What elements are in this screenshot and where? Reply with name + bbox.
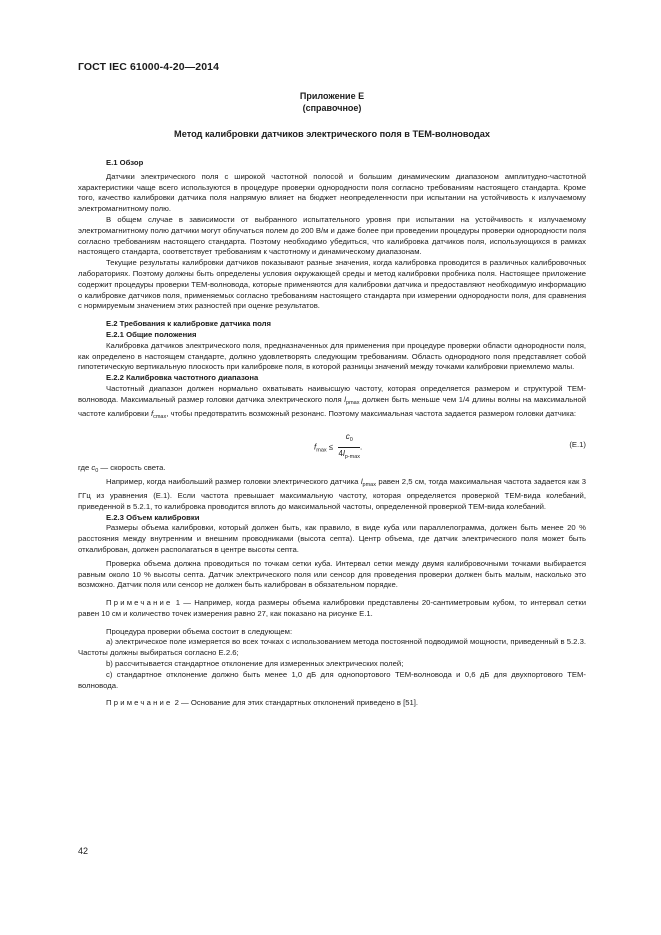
section-heading-e1: Е.1 Обзор (106, 158, 144, 167)
annex-type: (справочное) (302, 103, 362, 113)
formula-expression: $f_{max}$ ≤ $\frac{c_0}{4l_{p-max}}$ . (314, 432, 362, 463)
document-id: ГОСТ IEC 61000-4-20—2014 (78, 61, 220, 73)
page-number: 42 (78, 846, 89, 856)
subsection-heading-e2-2: Е.2.2 Калибровка частотного диапазона (106, 373, 259, 383)
paragraph: Текущие результаты калибровки датчиков показывают разные значения, когда калибровка проводится в различных калибровочных лабораториях. Поэтому должны быть определены условия окружающей среды и метод калибровки пробника поля. Настоящее приложение содержит процедуры проверки ТЕМ-волновода, которые применяются для калибровки датчика и предоставляют необходимую информацию о калибровке датчиков поля, применяемых согласно требованиям настоящего стандарта при измерении однородности поля, для сравнения с нормируемым значением этих разностей при оценке результатов. (78, 258, 586, 311)
section-heading-e2: Е.2 Требования к калибровке датчика поля (106, 319, 272, 329)
paragraph: Калибровка датчиков электрического поля, предназначенных для применения при процедуре проверки области однородности поля, как определено в настоящем стандарте, должно удовлетворять следующим требованиям. Область однородного поля представляет собой гипотетическую вертикальную плоскость при калибровке поля, в которой разницы значений между точками калибровки приемлемо малы. (78, 340, 586, 372)
list-item: а) электрическое поле измеряется во всех точках с использованием метода постоянной подводимой мощности, приведенный в 5.2.3. Частоты должны выбираться согласно Е.2.6; (78, 637, 586, 658)
subsection-heading-e2-3: Е.2.3 Объем калибровки (106, 512, 200, 522)
paragraph-example: Например, когда наибольший размер головки электрического датчика $l_{pmax}$ равен 2,5 см, тогда максимальная частота задается как 3 ГГц из уравнения (Е.1). Если частота превышает максимальную частоту, которая определяется проверкой ТЕМ-вида колебаний, приведенной в 5.2.1, то калибровка проводится вплоть до максимальной частоты, определенной проверкой ТЕМ-вида колебаний. (78, 477, 586, 511)
paragraph: Проверка объема должна проводиться по точкам сетки куба. Интервал сетки между двумя калибровочными точками выбирается равным около 10 % высоты септа. Датчик электрического поля или сенсор для проведения проверки должен быть малым, насколько это возможно. Датчик поля или сенсор не должен быть калиброван в обязательном порядке. (78, 558, 586, 590)
document-body (78, 158, 586, 709)
formula-legend: где $c_0$ — скорость света. (78, 463, 166, 475)
list-item: b) рассчитывается стандартное отклонение для измеренных электрических полей; (106, 659, 404, 669)
note-2: Примечание 2 — Основание для этих стандартных отклонений приведено в [51]. (106, 698, 419, 708)
paragraph: В общем случае в зависимости от выбранного испытательного уровня при испытании на устойчивость к излучаемому электромагнитному полю датчики могут облучаться полем до 200 В/м и даже более при проведении процедуры проверки однородности поля согласно требованиям настоящего стандарта. Поэтому необходимо убедиться, что калибровка датчиков поля, использующихся в рамках настоящего стандарта, соответствует требованиям к частотному и динамическому диапазонам. (78, 214, 586, 257)
list-item: с) стандартное отклонение должно быть менее 1,0 дБ для однопортового ТЕМ-волновода и 0,6 дБ для двухпортового ТЕМ-волновода. (78, 669, 586, 690)
formula-e1 (78, 425, 586, 463)
list-intro: Процедура проверки объема состоит в следующем: (106, 626, 293, 636)
paragraph-frequency-range: Частотный диапазон должен нормально охватывать наивысшую частоту, которая определяется размером и структурой ТЕМ-волновода. Максимальный размер головки датчика электрического поля $l_{pmax}$ должен быть меньше чем 1/4 длины волны на максимальной частоте калибровки $f_{cmax}$, чтобы предотвратить возможный резонанс. Поэтому максимальная частота задается размером головки датчика: (78, 383, 587, 420)
annex-title: Метод калибровки датчиков электрического поля в ТЕМ-волноводах (174, 129, 490, 139)
paragraph: Датчики электрического поля с широкой частотной полосой и большим динамическим диапазоном амплитудно-частотной характеристики чаще всего используются в процедуре проверки однородности поля согласно требованиям настоящего стандарта. Кроме того, качество калибровки датчика поля напрямую влияет на бюджет неопределенности при испытании на устойчивость к излучаемому электромагнитному полю. (78, 171, 586, 214)
annex-label: Приложение Е (299, 91, 365, 101)
subsection-heading-e2-1: Е.2.1 Общие положения (106, 329, 197, 339)
formula-fraction: $\frac{c_0}{4l_{p-max}}$ (338, 432, 360, 461)
note-1: Примечание 1 — Например, когда размеры объема калибровки представлены 20-сантиметровым кубом, то интервал сетки равен 10 см и количество точек измерения равно 27, как показано на рисунке Е.1. (78, 598, 586, 618)
equation-number: (Е.1) (569, 440, 586, 450)
paragraph: Размеры объема калибровки, который должен быть, как правило, в виде куба или параллелограмма, должен быть менее 20 % расстояния между внутренним и внешним проводниками (высота септа). Центр объема, где датчик электрического поля может быть откалиброван, должен располагаться в центре высоты септа. (78, 523, 586, 554)
